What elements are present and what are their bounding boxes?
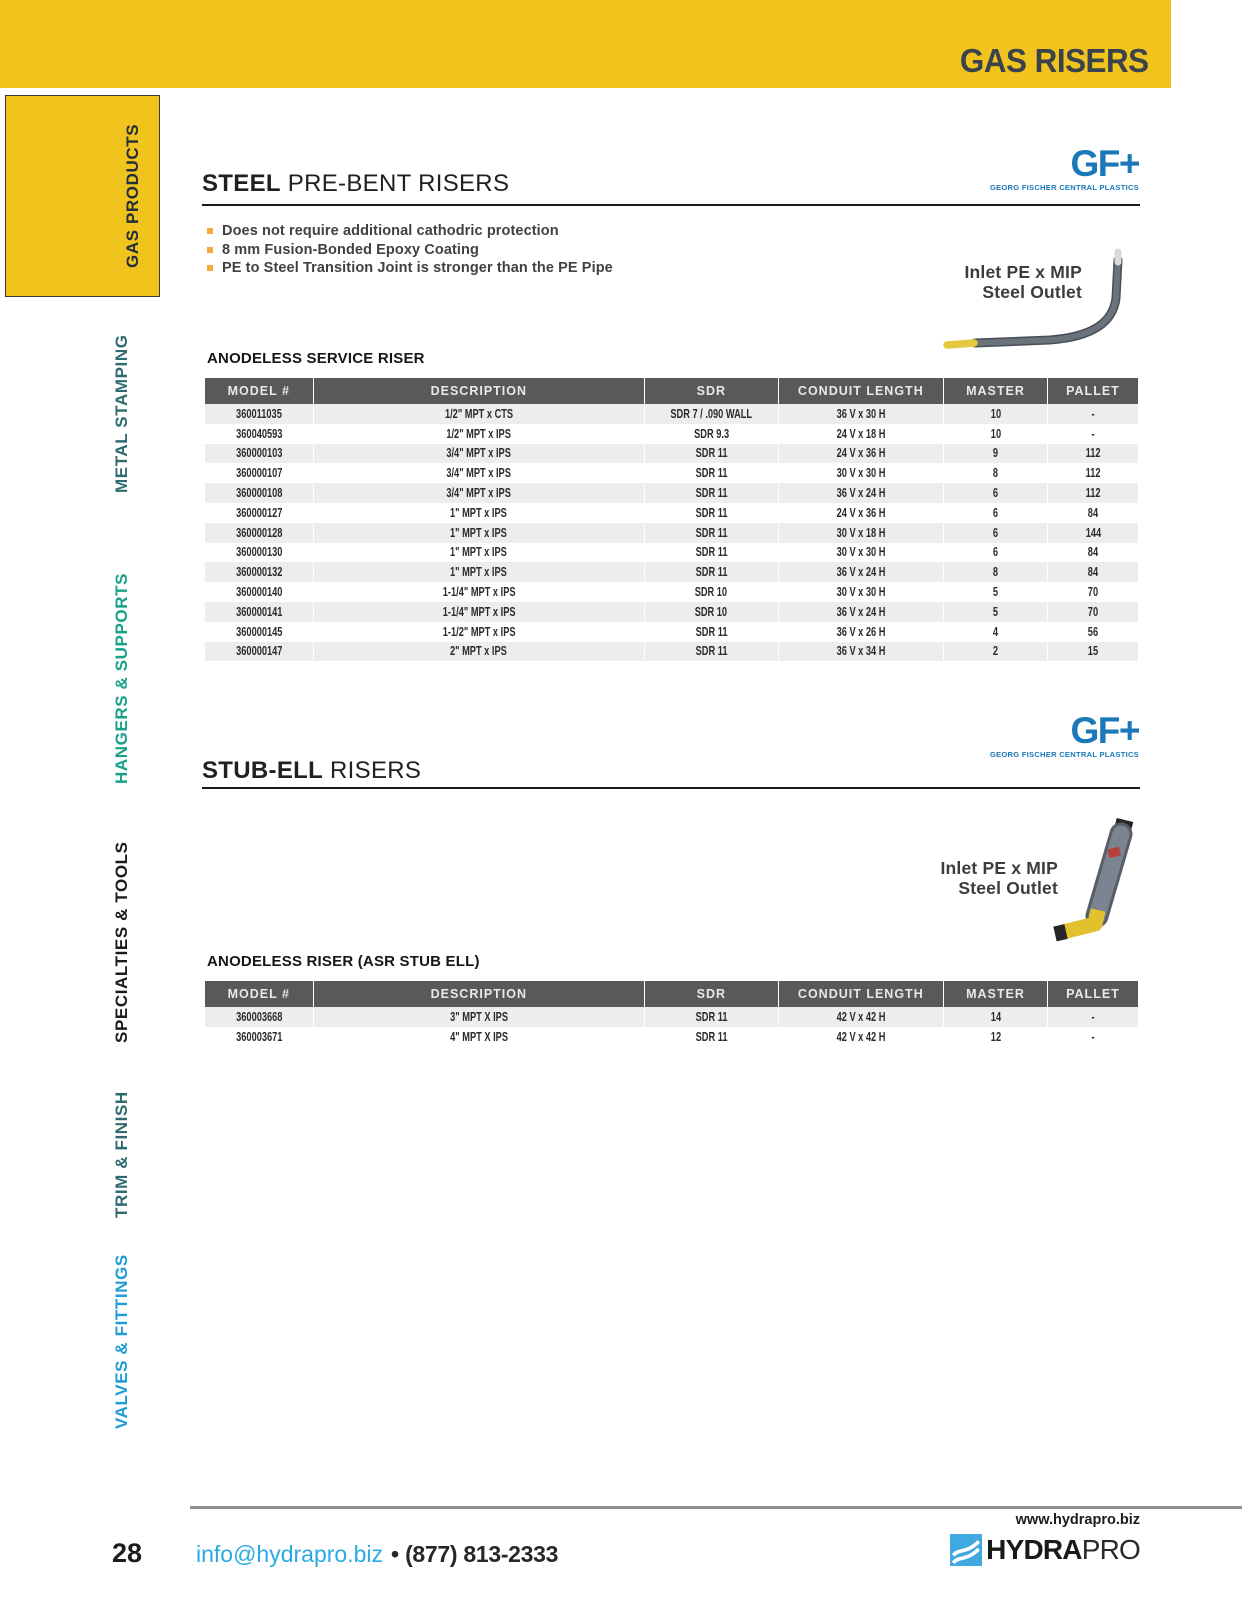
- table-cell: 112: [1047, 483, 1138, 503]
- table-cell: 10: [943, 404, 1047, 424]
- table-row: [205, 424, 1138, 444]
- table-cell: 360000132: [235, 565, 282, 580]
- column-header: PALLET: [1047, 981, 1138, 1007]
- table-row: [205, 1007, 1138, 1027]
- column-header: MASTER: [943, 378, 1047, 404]
- column-header: PALLET: [1047, 378, 1138, 404]
- table-cell: 360000145: [235, 624, 282, 639]
- table-cell: 30 V x 30 H: [778, 543, 943, 563]
- table-cell: SDR 10: [645, 602, 779, 622]
- table-cell: 30 V x 30 H: [778, 582, 943, 602]
- sidebar-item-hangers-supports[interactable]: HANGERS & SUPPORTS: [112, 572, 131, 784]
- table-cell: -: [1047, 1027, 1138, 1047]
- table-row: [205, 622, 1138, 642]
- table-cell: SDR 11: [645, 503, 779, 523]
- table-cell: 360011035: [235, 406, 282, 421]
- table-row: [205, 404, 1138, 424]
- gf-plus-logo: [990, 145, 1139, 192]
- table-cell: 70: [1047, 602, 1138, 622]
- gf-plus-logo: [990, 712, 1139, 759]
- sidebar-item-gas-products[interactable]: [5, 95, 160, 297]
- table-cell: 24 V x 36 H: [778, 503, 943, 523]
- hydrapro-logo-icon: [950, 1534, 982, 1566]
- table-cell: 70: [1047, 582, 1138, 602]
- table-cell: 84: [1047, 562, 1138, 582]
- table-cell: 360000140: [235, 585, 282, 600]
- table-caption: ANODELESS RISER (ASR STUB ELL): [207, 953, 480, 970]
- table-cell: 6: [943, 483, 1047, 503]
- table-cell: 36 V x 24 H: [778, 602, 943, 622]
- footer-contact: [196, 1541, 558, 1568]
- table-cell: 56: [1047, 622, 1138, 642]
- table-row: [205, 582, 1138, 602]
- table-cell: SDR 9.3: [645, 424, 779, 444]
- table-cell: 2: [943, 642, 1047, 662]
- table-cell: 3/4" MPT x IPS: [313, 483, 644, 503]
- table-cell: -: [1047, 1007, 1138, 1027]
- gf-plus-logo-text: GF+: [1070, 143, 1139, 184]
- footer-divider: [190, 1506, 1242, 1509]
- gf-plus-logo-caption: GEORG FISCHER CENTRAL PLASTICS: [989, 750, 1139, 759]
- column-header: DESCRIPTION: [313, 981, 644, 1007]
- table-cell: 36 V x 30 H: [778, 404, 943, 424]
- table-cell: 30 V x 18 H: [778, 523, 943, 543]
- table-cell: 2" MPT x IPS: [313, 642, 644, 662]
- table-cell: 15: [1047, 642, 1138, 662]
- column-header: CONDUIT LENGTH: [778, 981, 943, 1007]
- table-cell: 360000108: [235, 486, 282, 501]
- table-cell: 360040593: [235, 426, 282, 441]
- feature-bullet-list: [207, 222, 613, 278]
- table-cell: 8: [943, 463, 1047, 483]
- bullet-square-icon: [207, 228, 213, 234]
- table-cell: 360000107: [235, 466, 282, 481]
- table-cell: SDR 11: [645, 562, 779, 582]
- table-cell: 84: [1047, 503, 1138, 523]
- hydrapro-logo-bold: HYDRA: [986, 1534, 1082, 1565]
- sidebar-item-metal-stamping[interactable]: METAL STAMPING: [112, 334, 131, 494]
- section-divider: [202, 787, 1140, 789]
- column-header: DESCRIPTION: [313, 378, 644, 404]
- sidebar-item-trim-finish[interactable]: TRIM & FINISH: [112, 1091, 131, 1219]
- table-cell: SDR 11: [645, 523, 779, 543]
- table-cell: 36 V x 24 H: [778, 562, 943, 582]
- gf-plus-logo-text: GF+: [1070, 710, 1139, 751]
- table-row: [205, 602, 1138, 622]
- table-cell: 1/2" MPT x IPS: [313, 424, 644, 444]
- sidebar-item-specialties-tools[interactable]: SPECIALTIES & TOOLS: [112, 841, 131, 1043]
- table-cell: SDR 11: [645, 463, 779, 483]
- table-cell: -: [1047, 424, 1138, 444]
- table-cell: SDR 7 / .090 WALL: [645, 404, 779, 424]
- hydrapro-logo: [950, 1534, 1140, 1566]
- section-divider: [202, 204, 1140, 206]
- table-cell: 10: [943, 424, 1047, 444]
- table-cell: 1" MPT x IPS: [313, 562, 644, 582]
- sidebar-item-valves-fittings[interactable]: VALVES & FITTINGS: [112, 1254, 131, 1430]
- table-cell: 360000147: [235, 644, 282, 659]
- column-header: CONDUIT LENGTH: [778, 378, 943, 404]
- table-row: [205, 543, 1138, 563]
- table-cell: 3" MPT X IPS: [313, 1007, 644, 1027]
- phone-number: (877) 813-2333: [405, 1541, 559, 1567]
- table-caption: ANODELESS SERVICE RISER: [207, 350, 425, 367]
- table-cell: 112: [1047, 444, 1138, 464]
- table-cell: 24 V x 18 H: [778, 424, 943, 444]
- website-url: www.hydrapro.biz: [1015, 1512, 1140, 1528]
- table-cell: 112: [1047, 463, 1138, 483]
- table-row: [205, 503, 1138, 523]
- table-row: [205, 562, 1138, 582]
- contact-separator: •: [391, 1541, 400, 1567]
- table-cell: 5: [943, 582, 1047, 602]
- column-header: MODEL #: [205, 981, 313, 1007]
- table-cell: 360003671: [235, 1029, 282, 1044]
- page-number: 28: [112, 1538, 143, 1568]
- table-row: [205, 444, 1138, 464]
- column-header: SDR: [645, 378, 779, 404]
- table-cell: 36 V x 34 H: [778, 642, 943, 662]
- hydrapro-logo-light: PRO: [1081, 1534, 1140, 1565]
- table-cell: -: [1047, 404, 1138, 424]
- column-header: SDR: [645, 981, 779, 1007]
- table-cell: 360000103: [235, 446, 282, 461]
- table-cell: 1-1/4" MPT x IPS: [313, 582, 644, 602]
- table-cell: SDR 11: [645, 1007, 779, 1027]
- section-title-stub-ell: STUB-ELL RISERS: [202, 757, 422, 784]
- table-cell: 1" MPT x IPS: [313, 503, 644, 523]
- table-cell: 4: [943, 622, 1047, 642]
- table-cell: 3/4" MPT x IPS: [313, 444, 644, 464]
- table-row: [205, 463, 1138, 483]
- table-row: [205, 483, 1138, 503]
- bullet-item: 8 mm Fusion-Bonded Epoxy Coating: [207, 241, 613, 260]
- gf-plus-logo-caption: GEORG FISCHER CENTRAL PLASTICS: [989, 183, 1139, 192]
- table-cell: 144: [1047, 523, 1138, 543]
- inlet-outlet-label: Inlet PE x MIP Steel Outlet: [940, 858, 1058, 898]
- table-cell: 5: [943, 602, 1047, 622]
- table-row: [205, 642, 1138, 662]
- table-cell: 9: [943, 444, 1047, 464]
- sidebar-item-label: GAS PRODUCTS: [123, 123, 142, 269]
- table-cell: 6: [943, 523, 1047, 543]
- table-header-row: [205, 981, 1138, 1007]
- table-cell: 1/2" MPT x CTS: [313, 404, 644, 424]
- table-cell: 6: [943, 503, 1047, 523]
- table-cell: 36 V x 26 H: [778, 622, 943, 642]
- table-cell: 1" MPT x IPS: [313, 543, 644, 563]
- table-cell: 360003668: [235, 1009, 282, 1024]
- table-cell: 3/4" MPT x IPS: [313, 463, 644, 483]
- anodeless-riser-stub-ell-table: [205, 981, 1138, 1047]
- inlet-outlet-label: Inlet PE x MIP Steel Outlet: [964, 262, 1082, 302]
- bullet-square-icon: [207, 265, 213, 271]
- table-cell: 42 V x 42 H: [778, 1027, 943, 1047]
- table-cell: 24 V x 36 H: [778, 444, 943, 464]
- header-band: [0, 0, 1171, 88]
- table-cell: SDR 11: [645, 444, 779, 464]
- email-link[interactable]: info@hydrapro.biz: [196, 1541, 383, 1567]
- table-row: [205, 1027, 1138, 1047]
- anodeless-service-riser-table: [205, 378, 1138, 661]
- page-title: GAS RISERS: [960, 42, 1149, 79]
- table-cell: 360000128: [235, 525, 282, 540]
- table-cell: 1" MPT x IPS: [313, 523, 644, 543]
- table-cell: SDR 11: [645, 622, 779, 642]
- bullet-item: PE to Steel Transition Joint is stronger than the PE Pipe: [207, 259, 613, 278]
- column-header: MODEL #: [205, 378, 313, 404]
- table-header-row: [205, 378, 1138, 404]
- table-cell: SDR 11: [645, 543, 779, 563]
- table-cell: 360000127: [235, 505, 282, 520]
- table-cell: 84: [1047, 543, 1138, 563]
- table-cell: 4" MPT X IPS: [313, 1027, 644, 1047]
- table-cell: SDR 10: [645, 582, 779, 602]
- section-title-steel: STEEL PRE-BENT RISERS: [202, 170, 510, 197]
- table-cell: 36 V x 24 H: [778, 483, 943, 503]
- table-cell: SDR 11: [645, 483, 779, 503]
- table-cell: 1-1/4" MPT x IPS: [313, 602, 644, 622]
- table-cell: 360000130: [235, 545, 282, 560]
- table-cell: 8: [943, 562, 1047, 582]
- table-cell: SDR 11: [645, 642, 779, 662]
- table-cell: 30 V x 30 H: [778, 463, 943, 483]
- table-cell: SDR 11: [645, 1027, 779, 1047]
- bullet-item: Does not require additional cathodric protection: [207, 222, 613, 241]
- column-header: MASTER: [943, 981, 1047, 1007]
- table-row: [205, 523, 1138, 543]
- bullet-square-icon: [207, 247, 213, 253]
- table-cell: 14: [943, 1007, 1047, 1027]
- table-cell: 12: [943, 1027, 1047, 1047]
- table-cell: 6: [943, 543, 1047, 563]
- table-cell: 1-1/2" MPT x IPS: [313, 622, 644, 642]
- table-cell: 42 V x 42 H: [778, 1007, 943, 1027]
- table-cell: 360000141: [235, 604, 282, 619]
